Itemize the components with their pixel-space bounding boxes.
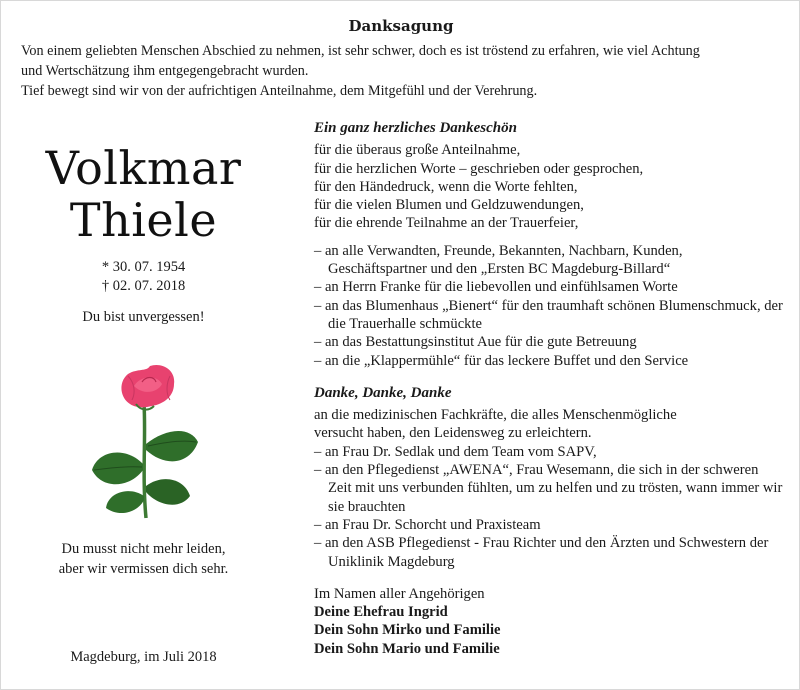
motto: Du bist unvergessen! (82, 309, 205, 325)
section-title: Ein ganz herzliches Dankeschön (314, 120, 517, 136)
list-item: – an Herrn Franke für die liebevollen und einfühlsamen Worte (314, 279, 678, 296)
life-dates (21, 258, 266, 296)
quote-line: Du musst nicht mehr leiden, (61, 541, 226, 557)
section-title: Danke, Danke, Danke (314, 384, 452, 401)
list-item: – an das Blumenhaus „Bienert“ für den traumhaft schönen Blumenschmuck, der die Trauerhalle schmückte (314, 297, 783, 332)
list-item: für die herzlichen Worte – geschrieben oder gesprochen, (314, 160, 644, 177)
birth-date: * 30. 07. 1954 (101, 259, 186, 275)
intro-line: und Wertschätzung ihm entgegengebracht wurden. (21, 63, 309, 79)
list-item: – an Frau Dr. Schorcht und Praxisteam (314, 516, 541, 533)
last-name: Thiele (69, 193, 218, 247)
signature-intro: Im Namen aller Angehörigen (314, 585, 485, 602)
heading: Danksagung (348, 17, 454, 35)
signature-name: Dein Sohn Mario und Familie (314, 640, 500, 657)
death-date: † 02. 07. 2018 (101, 278, 186, 294)
list-item: – an den Pflegedienst „AWENA“, Frau Wesemann, die sich in der schweren Zeit mit uns verbunden fühlten, um zu helfen und zu trösten, wann immer wir sie brauchten (314, 462, 783, 515)
right-column (314, 119, 784, 658)
list-item: für die überaus große Anteilnahme, (314, 142, 521, 159)
thanks-list (314, 141, 784, 232)
rose-icon (86, 346, 206, 521)
intro-text (21, 41, 791, 101)
list-item: an die medizinischen Fachkräfte, die alles Menschenmögliche (314, 407, 677, 424)
quote (21, 539, 266, 579)
quote-line: aber wir vermissen dich sehr. (58, 561, 229, 577)
list-item: – an alle Verwandten, Freunde, Bekannten, Nachbarn, Kunden, Geschäftspartner und den „Ersten BC Magdeburg-Billard“ (314, 242, 683, 278)
list-item: versucht haben, den Leidensweg zu erleichtern. (314, 425, 592, 442)
intro-line: Tief bewegt sind wir von der aufrichtigen Anteilnahme, dem Mitgefühl und der Verehrung. (21, 83, 538, 99)
list-item: für den Händedruck, wenn die Worte fehlten, (314, 178, 578, 195)
list-item: für die ehrende Teilnahme an der Trauerfeier, (314, 215, 579, 232)
list-item: – an die „Klappermühle“ für das leckere Buffet und den Service (314, 352, 689, 369)
medical-thanks (314, 406, 784, 571)
recipients-list (314, 242, 784, 370)
intro-line: Von einem geliebten Menschen Abschied zu nehmen, ist sehr schwer, doch es ist tröstend zu erfahren, wie viel Achtung (21, 43, 700, 59)
signature-name: Dein Sohn Mirko und Familie (314, 622, 501, 639)
first-name: Volkmar (45, 141, 242, 195)
place-date: Magdeburg, im Juli 2018 (70, 649, 217, 665)
signature-name: Deine Ehefrau Ingrid (314, 604, 448, 621)
list-item: – an das Bestattungsinstitut Aue für die gute Betreuung (314, 334, 637, 351)
list-item: für die vielen Blumen und Geldzuwendungen, (314, 197, 584, 214)
list-item: – an den ASB Pflegedienst - Frau Richter und den Ärzten und Schwestern der Uniklinik Magdeburg (314, 535, 769, 570)
list-item: – an Frau Dr. Sedlak und dem Team vom SAPV, (314, 443, 597, 460)
